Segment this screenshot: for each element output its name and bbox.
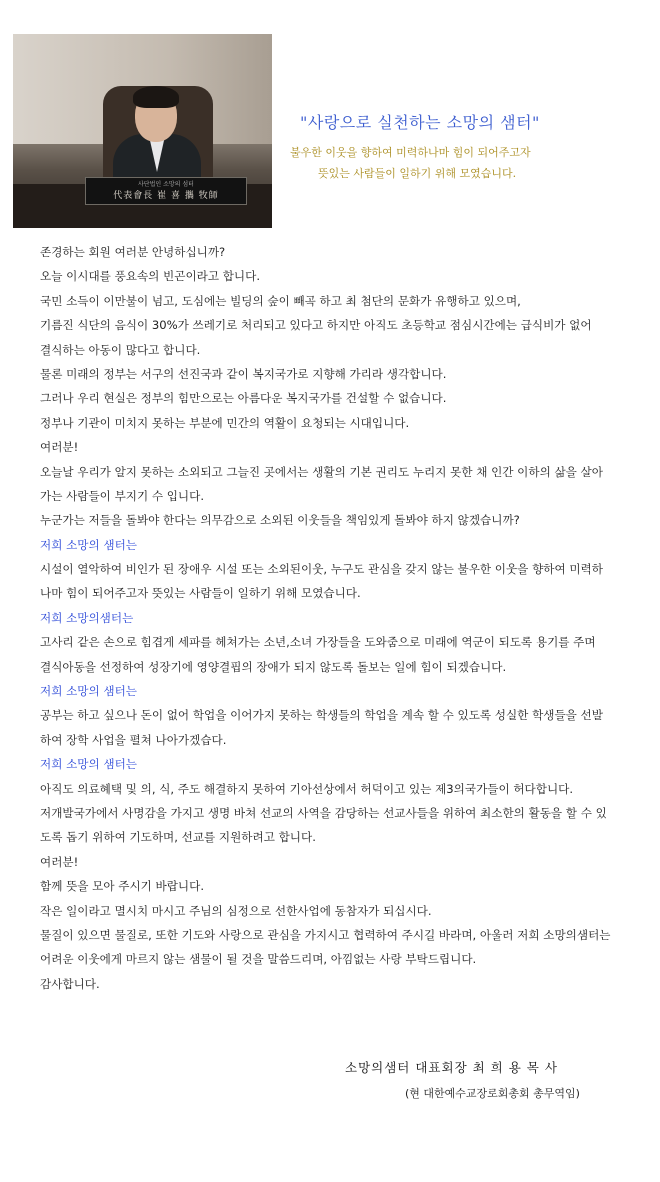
letter-line: 그러나 우리 현실은 정부의 힘만으로는 아름다운 복지국가를 건설할 수 없습니다. bbox=[40, 391, 447, 406]
letter-line: 오늘날 우리가 알지 못하는 소외되고 그늘진 곳에서는 생활의 기본 권리도 누리지 못한 채 인간 이하의 삶을 살아 bbox=[40, 464, 603, 479]
letter-line: 물론 미래의 정부는 서구의 선진국과 같이 복지국가로 지향해 가리라 생각합니다. bbox=[40, 366, 447, 381]
letter-line: 존경하는 회원 여러분 안녕하십니까? bbox=[40, 245, 226, 259]
photo-hair bbox=[133, 86, 179, 108]
letter-line: 누군가는 저들을 돌봐야 한다는 의무감으로 소외된 이웃들을 책임있게 돌봐야 하지 않겠습니까? bbox=[40, 513, 520, 528]
section-heading: 저희 소망의샘터는 bbox=[40, 610, 134, 625]
nameplate-text: 代表會長 崔 喜 攜 牧師 bbox=[113, 191, 219, 201]
letter-line: 도록 돕기 위하여 기도하며, 선교를 지원하려고 합니다. bbox=[40, 830, 316, 845]
nameplate-top-text: 사단법인 소망의 섬터 bbox=[138, 181, 194, 188]
section-heading: 저희 소망의 샘터는 bbox=[40, 757, 137, 772]
letter-line: 정부나 기관이 미치지 못하는 부분에 민간의 역활이 요청되는 시대입니다. bbox=[40, 415, 410, 430]
letter-line: 작은 일이라고 멸시치 마시고 주님의 심정으로 선한사업에 동참자가 되십시다. bbox=[40, 903, 432, 918]
letter-line: 물질이 있으면 물질로, 또한 기도와 사랑으로 관심을 가지시고 협력하여 주시길 바라며, 아울러 저희 소망의샘터는 bbox=[40, 927, 611, 942]
signer-position: (현 대한예수교장로회총회 총무역임) bbox=[405, 1087, 580, 1100]
letter-line: 하여 장학 사업을 펼쳐 나아가겠습다. bbox=[40, 732, 227, 747]
letter-line: 오늘 이시대를 풍요속의 빈곤이라고 합니다. bbox=[40, 269, 261, 284]
letter-line: 여러분! bbox=[40, 854, 79, 869]
motto-subtitle-line-2: 뜻있는 사람들이 일하기 위해 모였습니다. bbox=[318, 167, 517, 180]
letter-line: 가는 사람들이 부지기 수 입니다. bbox=[40, 488, 205, 503]
letter-line: 고사리 같은 손으로 힘겹게 세파를 헤쳐가는 소년,소녀 가장들을 도와줌으로 미래에 역군이 되도록 용기를 주며 bbox=[40, 635, 596, 650]
signature: 소망의샘터 대표회장 최 희 용 목 사 bbox=[345, 1060, 558, 1075]
letter-line: 나마 힘이 되어주고자 뜻있는 사람들이 일하기 위해 모였습니다. bbox=[40, 586, 361, 601]
letter-line: 기름진 식단의 음식이 30%가 쓰레기로 처리되고 있다고 하지만 아직도 초등학교 점심시간에는 급식비가 없어 bbox=[40, 318, 592, 333]
letter-line: 감사합니다. bbox=[40, 976, 100, 991]
motto-title: "사랑으로 실천하는 소망의 샘터" bbox=[300, 113, 540, 132]
letter-line: 어려운 이웃에게 마르지 않는 샘물이 될 것을 말씀드리며, 아낌없는 사랑 부탁드립니다. bbox=[40, 952, 477, 967]
nameplate bbox=[85, 177, 247, 205]
letter-line: 함께 뜻을 모아 주시기 바랍니다. bbox=[40, 879, 205, 894]
letter-line: 결식아동을 선정하여 성장기에 영양결핍의 장애가 되지 않도록 돌보는 일에 힘이 되겠습니다. bbox=[40, 659, 507, 674]
letter-line: 여러분! bbox=[40, 440, 79, 455]
letter-line: 아직도 의료혜택 및 의, 식, 주도 해결하지 못하여 기아선상에서 허덕이고 있는 제3의국가들이 허다합니다. bbox=[40, 781, 574, 796]
representative-photo bbox=[13, 34, 272, 228]
letter-line: 저개발국가에서 사명감을 가지고 생명 바쳐 선교의 사역을 감당하는 선교사들을 위하여 최소한의 활동을 할 수 있 bbox=[40, 805, 607, 820]
greeting-letter bbox=[40, 240, 656, 996]
section-heading: 저희 소망의 샘터는 bbox=[40, 684, 137, 699]
section-heading: 저희 소망의 샘터는 bbox=[40, 537, 137, 552]
motto-subtitle-line-1: 불우한 이웃을 향하여 미력하나마 힘이 되어주고자 bbox=[290, 146, 531, 159]
letter-line: 결식하는 아동이 많다고 합니다. bbox=[40, 342, 201, 357]
letter-line: 공부는 하고 싶으나 돈이 없어 학업을 이어가지 못하는 학생들의 학업을 계속 할 수 있도록 성실한 학생들을 선발 bbox=[40, 708, 603, 723]
letter-line: 시설이 열악하여 비인가 된 장애우 시설 또는 소외된이웃, 누구도 관심을 갖지 않는 불우한 이웃을 향하여 미력하 bbox=[40, 562, 603, 577]
letter-line: 국민 소득이 이만불이 넘고, 도심에는 빌딩의 숲이 빼곡 하고 최 첨단의 문화가 유행하고 있으며, bbox=[40, 293, 521, 308]
